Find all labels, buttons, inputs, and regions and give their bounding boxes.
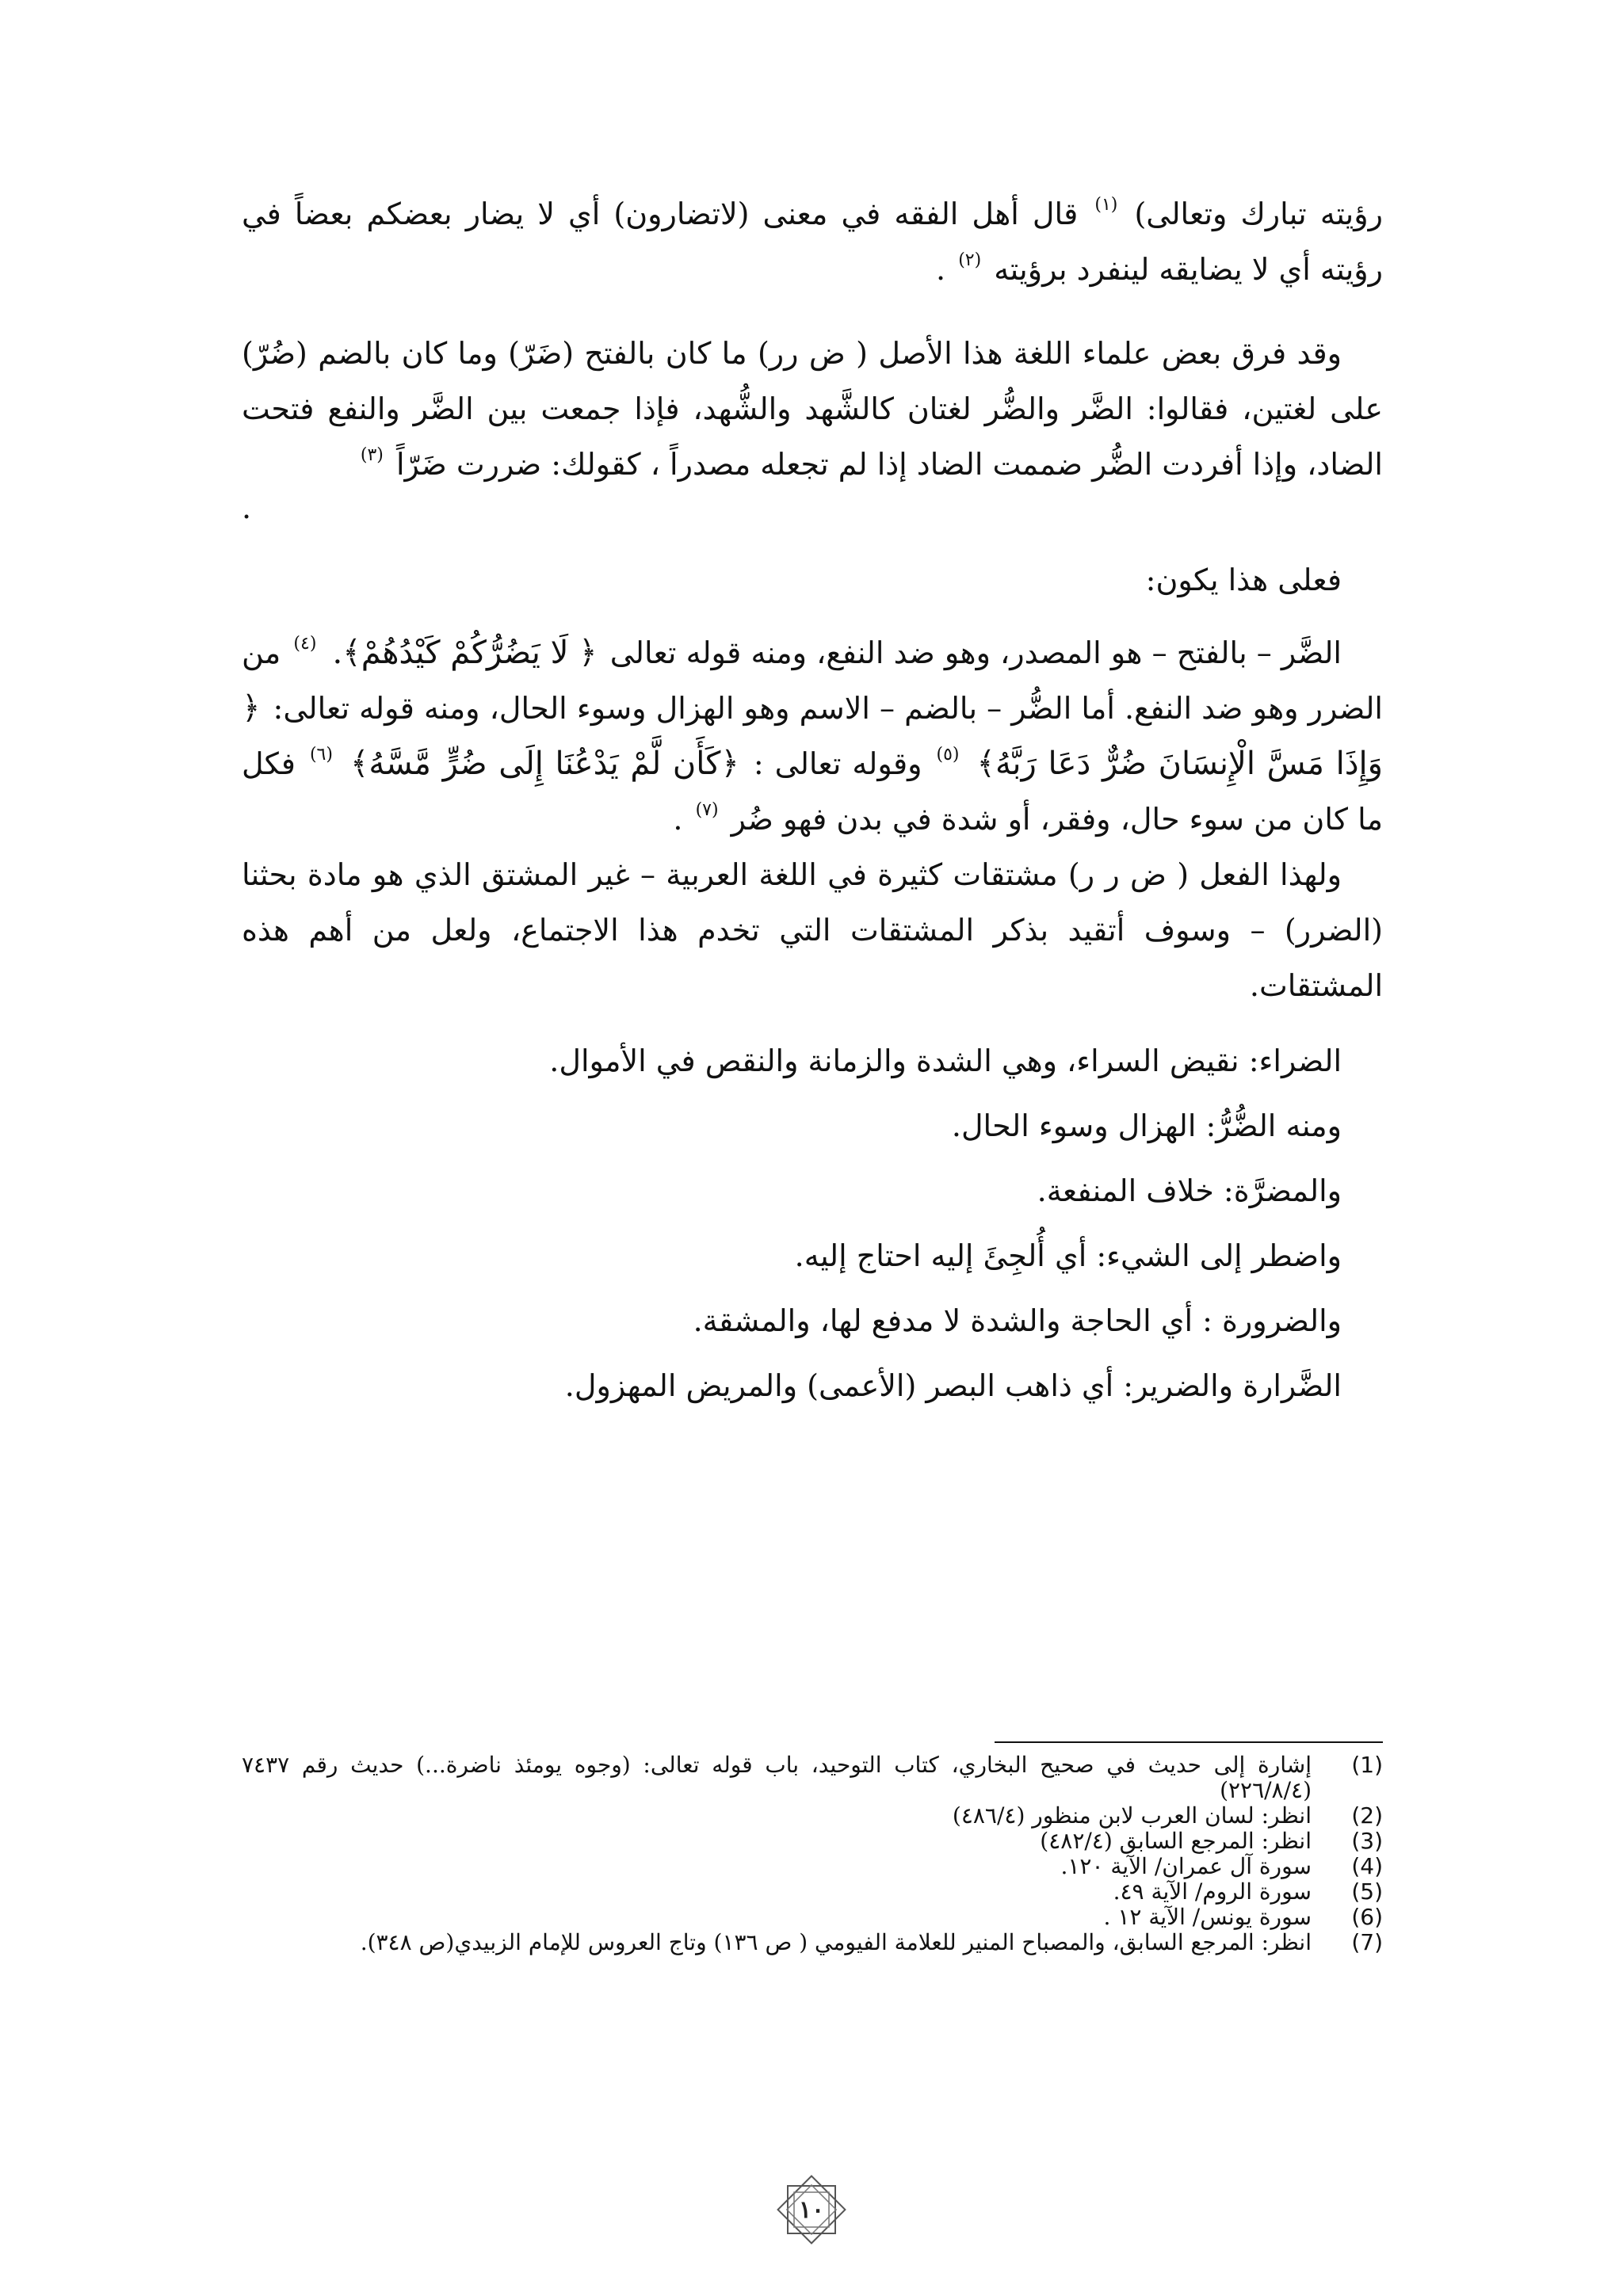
definitions-list bbox=[242, 1037, 1383, 1409]
definition-item: ومنه الضُّرُّ: الهزال وسوء الحال. bbox=[951, 1108, 1342, 1143]
footnote-number: (4) bbox=[1351, 1853, 1383, 1879]
paragraph-4-part-a: الضَّر – بالفتح – هو المصدر، وهو ضد النفع، ومنه قوله تعالى bbox=[609, 635, 1342, 670]
page-number: ١٠ bbox=[798, 2195, 825, 2224]
page-body bbox=[242, 186, 1383, 1427]
footnote-text: سورة آل عمران/ الآية ١٢٠. bbox=[1060, 1853, 1312, 1879]
definition-item: والضرورة : أي الحاجة والشدة لا مدفع لها، والمشقة. bbox=[693, 1303, 1342, 1338]
footnote-text: انظر: المرجع السابق (٤٨٢/٤) bbox=[1040, 1828, 1312, 1854]
footnote-item bbox=[242, 1930, 1383, 1955]
footnote-text: سورة الروم/ الآية ٤٩. bbox=[1113, 1878, 1312, 1905]
definition-item: واضطر إلى الشيء: أي أُلجِئَ إليه احتاج إليه. bbox=[794, 1238, 1342, 1273]
paragraph-4-part-c: وقوله تعالى : bbox=[753, 746, 922, 781]
paragraph-1-end: . bbox=[936, 252, 946, 287]
footnote-ref-2[interactable]: (٢) bbox=[958, 250, 982, 270]
footnotes bbox=[242, 1753, 1383, 1955]
quran-verse-1: ﴿ لَا يَضُرُّكُمْ كَيْدُهُمْ﴾. bbox=[332, 635, 598, 671]
footnote-ref-5[interactable]: (٥) bbox=[936, 745, 960, 765]
footnote-number: (3) bbox=[1351, 1828, 1383, 1854]
definition-item: والمضرَّة: خلاف المنفعة. bbox=[1037, 1173, 1342, 1208]
paragraph-4-part-b: من الضرر وهو ضد النفع. أما الضُّر – بالضم – الاسم وهو الهزال وسوء الحال، ومنه قوله تعالى: bbox=[242, 635, 1383, 726]
footnote-number: (2) bbox=[1351, 1802, 1383, 1829]
footnote-text: انظر: لسان العرب لابن منظور (٤٨٦/٤) bbox=[952, 1802, 1312, 1829]
footnote-ref-6[interactable]: (٦) bbox=[309, 745, 333, 765]
paragraph-2-end bbox=[242, 492, 1383, 524]
footnote-item bbox=[242, 1905, 1383, 1930]
paragraph-2-text: وقد فرق بعض علماء اللغة هذا الأصل ( ض رر) ما كان بالفتح (ضَرّ) وما كان بالضم (ضُرّ) على لغتين، فقالوا: الضَّر والضُّر لغتان كالشَّهد والشُّهد، فإذا جمعت بين الضَّر والنفع فتحت الضاد، وإذا أفردت الضُّر ضممت الضاد إذا لم تجعله مصدراً ، كقولك: ضررت ضَرّاً bbox=[242, 336, 1384, 482]
paragraph-2-period: . bbox=[242, 490, 252, 525]
footnote-item bbox=[242, 1803, 1383, 1829]
paragraph-4-end: . bbox=[673, 802, 683, 837]
quran-verse-3: ﴿كَأَن لَّمْ يَدْعُنَا إِلَى ضُرٍّ مَّسَّهُ﴾ bbox=[349, 746, 739, 782]
quran-verse-2: ﴿ وَإِذَا مَسَّ الْإِنسَانَ ضُرٌّ دَعَا رَبَّهُ﴾ bbox=[242, 690, 1383, 782]
footnote-number: (5) bbox=[1351, 1878, 1383, 1905]
footnote-number: (1) bbox=[1351, 1752, 1383, 1778]
paragraph-1-part-b: قال أهل الفقه في معنى (لاتضارون) أي لا يضار بعضكم بعضاً في رؤيته أي لا يضايقه لينفرد برؤيته bbox=[242, 196, 1383, 287]
footnote-item bbox=[242, 1829, 1383, 1854]
definition-item: الضراء: نقيض السراء، وهي الشدة والزمانة والنقص في الأموال. bbox=[549, 1043, 1342, 1078]
page-number-badge bbox=[773, 2171, 850, 2248]
paragraph-1-part-a: رؤيته تبارك وتعالى) bbox=[1134, 196, 1383, 231]
paragraph-4 bbox=[242, 625, 1383, 847]
footnote-separator bbox=[995, 1741, 1383, 1743]
footnote-ref-7[interactable]: (٧) bbox=[695, 800, 719, 820]
footnote-text: انظر: المرجع السابق، والمصباح المنير للعلامة الفيومي ( ص ١٣٦) وتاج العروس للإمام الزبيدي(ص ٣٤٨). bbox=[360, 1929, 1312, 1955]
footnote-item bbox=[242, 1879, 1383, 1905]
footnote-ref-4[interactable]: (٤) bbox=[293, 634, 317, 654]
footnote-number: (6) bbox=[1351, 1904, 1383, 1930]
definition-item: الضَّرارة والضرير: أي ذاهب البصر (الأعمى) والمريض المهزول. bbox=[564, 1368, 1342, 1403]
paragraph-5: ولهذا الفعل ( ض ر ر) مشتقات كثيرة في اللغة العربية – غير المشتق الذي هو مادة بحثنا (الضرر) – وسوف أتقيد بذكر المشتقات التي تخدم هذا الاجتماع، ولعل من أهم هذه المشتقات. bbox=[242, 857, 1383, 1003]
footnote-number: (7) bbox=[1351, 1929, 1383, 1955]
paragraph-1 bbox=[242, 186, 1383, 297]
paragraph-3: فعلى هذا يكون: bbox=[1145, 563, 1342, 597]
footnote-text: سورة يونس/ الآية ١٢ . bbox=[1103, 1904, 1312, 1930]
footnote-text: إشارة إلى حديث في صحيح البخاري، كتاب التوحيد، باب قوله تعالى: (وجوه يومئذ ناضرة...) حديث رقم ٧٤٣٧ (٢٢٦/٨/٤) bbox=[242, 1752, 1312, 1803]
footnote-item bbox=[242, 1854, 1383, 1879]
footnote-item bbox=[242, 1753, 1383, 1803]
paragraph-2 bbox=[242, 326, 1383, 492]
footnote-ref-3[interactable]: (٣) bbox=[360, 445, 384, 465]
footnote-ref-1[interactable]: (١) bbox=[1094, 195, 1118, 215]
paragraph-4-part-d: فكل ما كان من سوء حال، وفقر، أو شدة في بدن فهو ضُر bbox=[242, 746, 1383, 837]
